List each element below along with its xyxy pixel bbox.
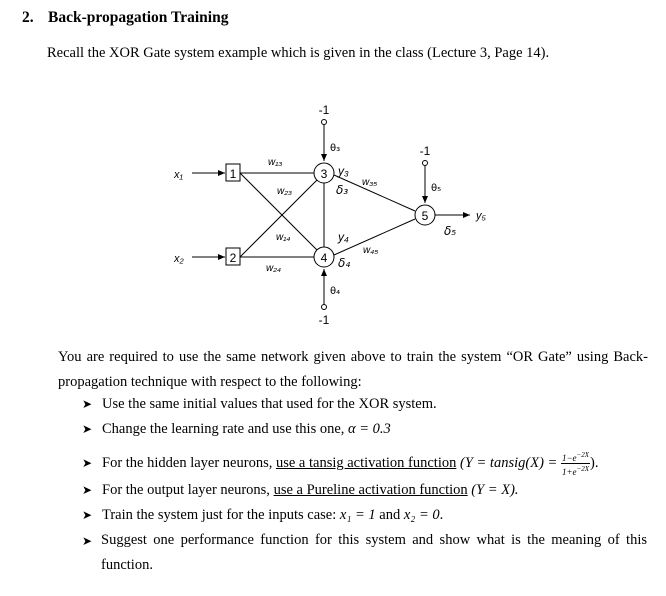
weight-w13: w₁₃ (268, 157, 283, 168)
bullet-arrow-icon: ➤ (82, 397, 93, 411)
section-title: Back-propagation Training (48, 9, 229, 26)
error-delta5: δ₅ (444, 224, 457, 238)
network-diagram (160, 95, 505, 335)
weight-w45: w₄₅ (363, 245, 379, 256)
hidden-node-3-label: 3 (320, 167, 328, 181)
output-y5: y₅ (476, 210, 486, 222)
bias-3-terminal (322, 120, 327, 125)
input-label-x1: x₁ (174, 169, 183, 181)
output-y4: y₄ (338, 230, 349, 244)
bias-4-value: -1 (318, 313, 330, 327)
weight-w35: w₃₅ (362, 177, 378, 188)
bullet-arrow-icon: ➤ (82, 508, 93, 522)
bullet-training-inputs: ➤ Train the system just for the inputs case: x₁ = 1 and x₂ = 0. (82, 507, 444, 523)
threshold-5: θ₅ (431, 183, 442, 194)
task-paragraph: You are required to use the same network given above to train the system “OR Gate” using Back-propagation technique with respect to the following: (58, 349, 648, 390)
input-node-1-label: 1 (229, 167, 237, 181)
weight-w24: w₂₄ (266, 263, 282, 274)
weight-w23: w₂₃ (277, 186, 292, 197)
hidden-node-4-label: 4 (320, 251, 328, 265)
threshold-4: θ₄ (330, 286, 341, 297)
bullet-arrow-icon: ➤ (82, 483, 93, 497)
bias-5-value: -1 (419, 144, 431, 158)
output-node-5-label: 5 (421, 209, 429, 223)
bullet-arrow-icon: ➤ (82, 455, 93, 470)
threshold-3: θ₃ (330, 143, 341, 154)
bias-5-terminal (423, 161, 428, 166)
bullet-performance (82, 533, 102, 550)
bullet-arrow-icon: ➤ (82, 422, 93, 436)
bullet-learning-rate: ➤ Change the learning rate and use this one, α = 0.3 (82, 421, 391, 437)
bullet-output-activation: ➤ For the output layer neurons, use a Pureline activation function (Y = X). (82, 482, 519, 498)
bullet-initial-values: ➤ Use the same initial values that used for the XOR system. (82, 396, 437, 412)
section-number: 2. (22, 9, 34, 26)
input-node-2-label: 2 (229, 251, 237, 265)
bullet-performance-text: Suggest one performance function for this system and show what is the meaning of this function. (101, 532, 647, 573)
intro-text: Recall the XOR Gate system example which is given in the class (Lecture 3, Page 14). (47, 45, 550, 61)
weight-w14: w₁₄ (276, 232, 291, 243)
section-heading (22, 9, 228, 27)
error-delta3: δ₃ (336, 183, 349, 197)
tansig-fraction: $\frac{1-e^{-2X}}{1+e^{-2X}}$ (561, 451, 590, 477)
error-delta4: δ₄ (338, 256, 351, 270)
bias-4-terminal (322, 305, 327, 310)
input-label-x2: x₂ (174, 253, 184, 265)
bullet-arrow-icon: ➤ (82, 534, 93, 548)
bullet-hidden-activation: ➤ For the hidden layer neurons, use a tansig activation function (Y = tansig(X) = $\frac{1-e^{-2X}}{1+e^{-2X}}$ ). (82, 451, 599, 477)
bias-3-value: -1 (318, 103, 330, 117)
output-y3: y₃ (338, 164, 349, 178)
